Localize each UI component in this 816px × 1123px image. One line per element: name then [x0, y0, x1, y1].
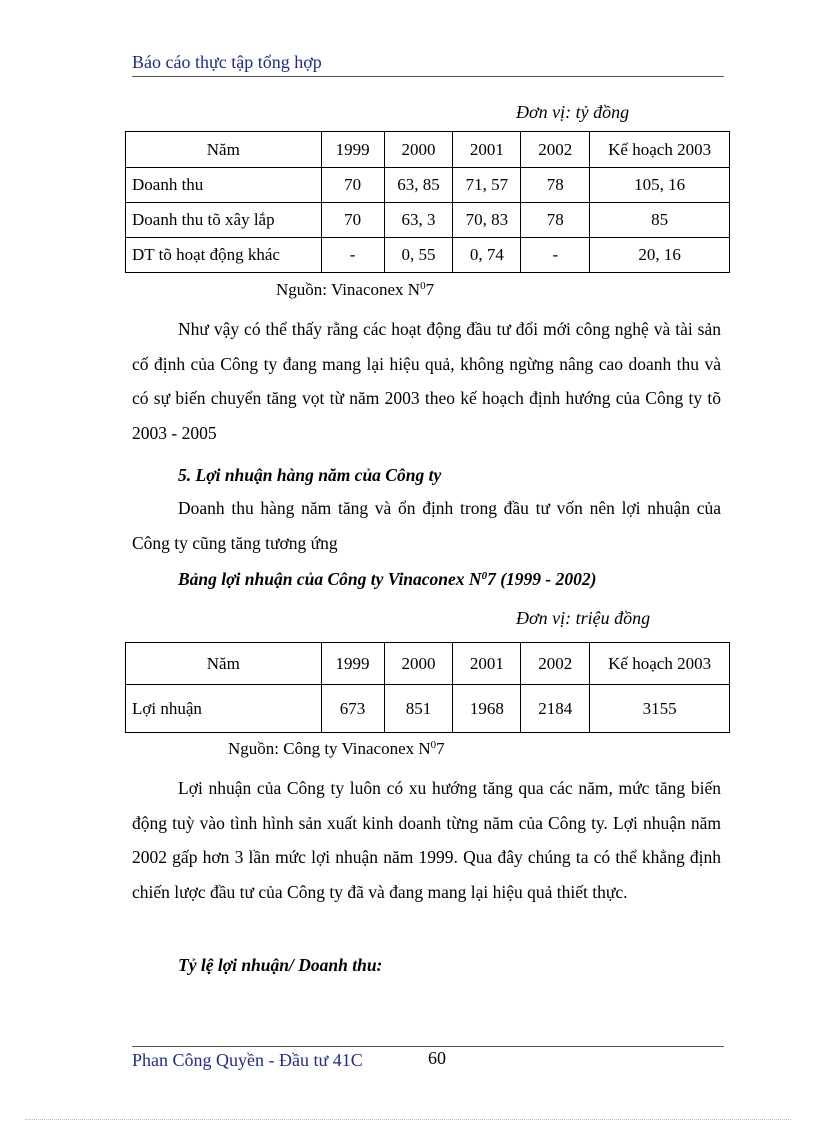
table-row [126, 685, 730, 733]
table-header-cell: 1999 [321, 132, 384, 168]
footer-author: Phan Công Quyền - Đầu tư 41C [132, 1050, 363, 1070]
table-cell: - [321, 238, 384, 273]
table-cell: 85 [590, 203, 730, 238]
table-row [126, 238, 730, 273]
table-cell: 851 [384, 685, 453, 733]
table-cell: 70, 83 [453, 203, 521, 238]
table-row [126, 168, 730, 203]
table-cell: 71, 57 [453, 168, 521, 203]
table1-unit: Đơn vị: tỷ đồng [516, 102, 630, 122]
section-5-paragraph: Doanh thu hàng năm tăng và ổn định trong đầu tư vốn nên lợi nhuận của Công ty cũng tăng tương ứng [132, 498, 721, 553]
row-label: DT tõ hoạt động khác [126, 238, 322, 273]
table-cell: 3155 [590, 685, 730, 733]
table-cell: 105, 16 [590, 168, 730, 203]
table-header-cell: 2002 [521, 132, 590, 168]
table-header-cell: 2002 [521, 643, 590, 685]
row-label: Doanh thu tõ xây lắp [126, 203, 322, 238]
table-cell: 70 [321, 203, 384, 238]
table-header-cell: 1999 [321, 643, 384, 685]
table2-unit: Đơn vị: triệu đồng [516, 608, 651, 628]
table-cell: 0, 74 [453, 238, 521, 273]
table2-source: Nguồn: Công ty Vinaconex $N^07$ [228, 739, 445, 758]
revenue-table [125, 131, 730, 273]
row-label: Doanh thu [126, 168, 322, 203]
table-header-cell: Kế hoạch 2003 [590, 643, 730, 685]
table-header-cell: Năm [126, 643, 322, 685]
table-header-row [126, 132, 730, 168]
table1-source: Nguồn: Vinaconex $N^07$ [276, 280, 435, 299]
table-header-cell: 2001 [453, 132, 521, 168]
table-cell: 1968 [453, 685, 521, 733]
table-cell: 0, 55 [384, 238, 453, 273]
table-header-row [126, 643, 730, 685]
row-label: Lợi nhuận [126, 685, 322, 733]
paragraph-2: Lợi nhuận của Công ty luôn có xu hướng tăng qua các năm, mức tăng biến động tuỳ vào tình hình sản xuất kinh doanh từng năm của Công ty. Lợi nhuận năm 2002 gấp hơn 3 lần mức lợi nhuận năm 1999. Qua đây chúng ta có thể khẳng định chiến lược đầu tư của Công ty đã và đang mang lại hiệu quả thiết thực. [132, 778, 721, 902]
table-header-cell: Kế hoạch 2003 [590, 132, 730, 168]
table-cell: 70 [321, 168, 384, 203]
table-cell: 2184 [521, 685, 590, 733]
profit-table [125, 642, 730, 733]
table-header-cell: 2001 [453, 643, 521, 685]
paragraph-1: Như vậy có thể thấy rằng các hoạt động đầu tư đổi mới công nghệ và tài sản cố định của Công ty đang mang lại hiệu quả, không ngừng nâng cao doanh thu và có sự biến chuyển tăng vọt từ năm 2003 theo kế hoạch định hướng của Công ty tõ 2003 - 2005 [132, 319, 721, 443]
page-bottom-border [25, 1119, 791, 1120]
header-title: Báo cáo thực tập tổng hợp [132, 52, 322, 72]
table-cell: 673 [321, 685, 384, 733]
table-cell: 78 [521, 203, 590, 238]
table-header-cell: Năm [126, 132, 322, 168]
header-rule [132, 76, 724, 77]
ratio-subheading: Tỷ lệ lợi nhuận/ Doanh thu: [178, 955, 383, 975]
table2-title: Bảng lợi nhuận của Công ty Vinaconex $N^07$ (1999 - 2002) [178, 569, 597, 589]
section-5-heading: 5. Lợi nhuận hàng năm của Công ty [178, 465, 442, 485]
table-cell: 20, 16 [590, 238, 730, 273]
table-header-cell: 2000 [384, 132, 453, 168]
page-number: 60 [428, 1048, 446, 1068]
table-cell: 63, 3 [384, 203, 453, 238]
footer-rule [132, 1046, 724, 1047]
table-row [126, 203, 730, 238]
table-cell: - [521, 238, 590, 273]
table-header-cell: 2000 [384, 643, 453, 685]
table-cell: 63, 85 [384, 168, 453, 203]
table-cell: 78 [521, 168, 590, 203]
